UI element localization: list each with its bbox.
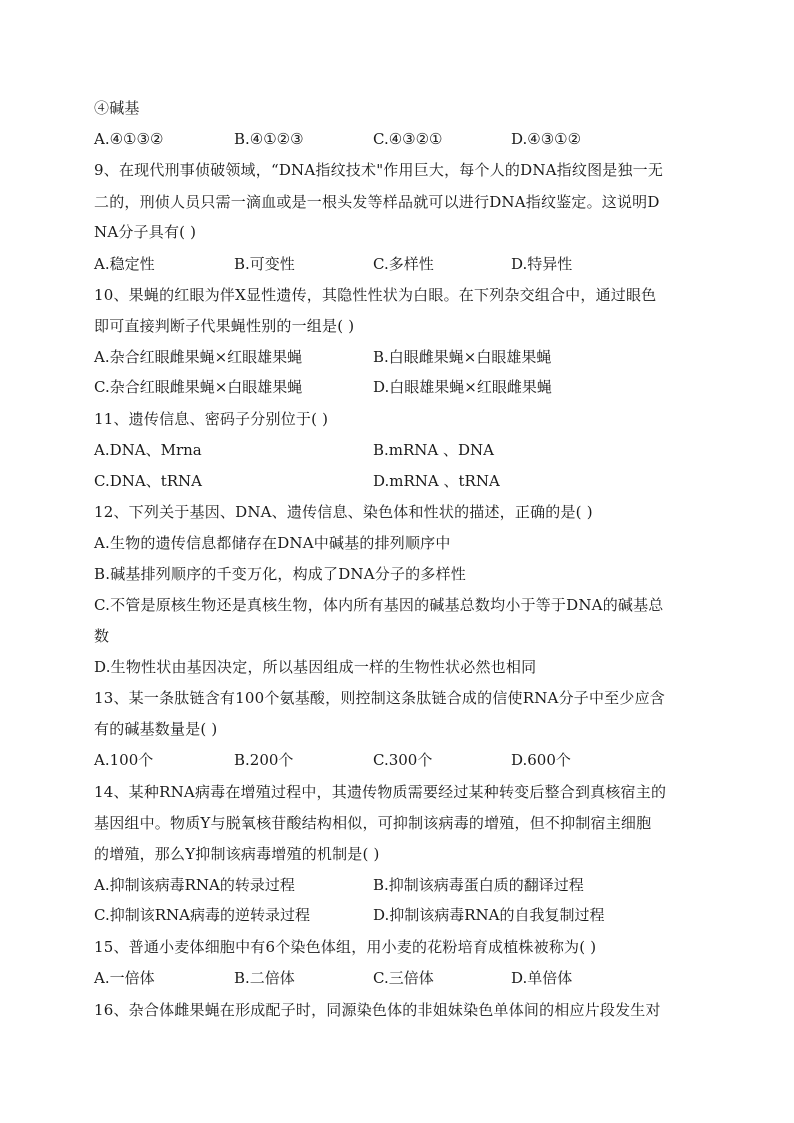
q8-option-b: B.④①②③ bbox=[234, 130, 304, 148]
q11-option-d: D.mRNA 、tRNA bbox=[373, 472, 500, 490]
q12-option-d: D.生物性状由基因决定，所以基因组成一样的生物性状必然也相同 bbox=[94, 658, 537, 676]
q15-option-d: D.单倍体 bbox=[511, 969, 573, 987]
q14-option-a: A.抑制该病毒RNA的转录过程 bbox=[94, 876, 295, 894]
q15-option-c: C.三倍体 bbox=[373, 969, 434, 987]
q9-option-a: A.稳定性 bbox=[94, 255, 155, 273]
q12-option-c-line2: 数 bbox=[94, 627, 110, 645]
q12-option-b: B.碱基排列顺序的千变万化，构成了DNA分子的多样性 bbox=[94, 565, 466, 583]
q14-stem-line2: 基因组中。物质Y与脱氧核苷酸结构相似，可抑制该病毒的增殖，但不抑制宿主细胞 bbox=[94, 814, 652, 832]
q14-stem-line3: 的增殖，那么Y抑制该病毒增殖的机制是( ) bbox=[94, 845, 380, 863]
q15-stem: 15、普通小麦体细胞中有6个染色体组，用小麦的花粉培育成植株被称为( ) bbox=[94, 938, 597, 956]
q9-option-d: D.特异性 bbox=[511, 255, 573, 273]
q9-option-c: C.多样性 bbox=[373, 255, 434, 273]
q12-option-c-line1: C.不管是原核生物还是真核生物，体内所有基因的碱基总数均小于等于DNA的碱基总 bbox=[94, 596, 664, 614]
q12-option-a: A.生物的遗传信息都储存在DNA中碱基的排列顺序中 bbox=[94, 534, 451, 552]
q12-stem: 12、下列关于基因、DNA、遗传信息、染色体和性状的描述，正确的是( ) bbox=[94, 503, 593, 521]
q9-option-b: B.可变性 bbox=[234, 255, 295, 273]
q15-option-b: B.二倍体 bbox=[234, 969, 295, 987]
q8-option-text: ④碱基 bbox=[94, 99, 140, 117]
q9-stem-line1: 9、在现代刑事侦破领域，“DNA指纹技术"作用巨大，每个人的DNA指纹图是独一无 bbox=[94, 161, 664, 179]
q11-option-c: C.DNA、tRNA bbox=[94, 472, 202, 490]
q14-option-d: D.抑制该病毒RNA的自我复制过程 bbox=[373, 906, 605, 924]
q10-option-d: D.白眼雄果蝇×红眼雌果蝇 bbox=[373, 378, 552, 396]
q11-stem: 11、遗传信息、密码子分别位于( ) bbox=[94, 410, 329, 428]
q14-option-c: C.抑制该RNA病毒的逆转录过程 bbox=[94, 906, 310, 924]
q13-stem-line1: 13、某一条肽链含有100个氨基酸，则控制这条肽链合成的信使RNA分子中至少应含 bbox=[94, 689, 665, 707]
q8-option-c: C.④③②① bbox=[373, 130, 443, 148]
q8-option-d: D.④③①② bbox=[511, 130, 582, 148]
q11-option-a: A.DNA、Mrna bbox=[94, 441, 202, 459]
q13-option-c: C.300个 bbox=[373, 751, 433, 769]
q13-option-b: B.200个 bbox=[234, 751, 294, 769]
q10-stem-line2: 即可直接判断子代果蝇性别的一组是( ) bbox=[94, 317, 355, 335]
q15-option-a: A.一倍体 bbox=[94, 969, 155, 987]
q9-stem-line3: NA分子具有( ) bbox=[94, 223, 197, 241]
q14-option-b: B.抑制该病毒蛋白质的翻译过程 bbox=[373, 876, 584, 894]
q10-option-c: C.杂合红眼雌果蝇×白眼雄果蝇 bbox=[94, 378, 303, 396]
q11-option-b: B.mRNA 、DNA bbox=[373, 441, 495, 459]
q8-option-a: A.④①③② bbox=[94, 130, 164, 148]
q13-option-d: D.600个 bbox=[511, 751, 571, 769]
q10-option-b: B.白眼雌果蝇×白眼雄果蝇 bbox=[373, 348, 552, 366]
q14-stem-line1: 14、某种RNA病毒在增殖过程中，其遗传物质需要经过某种转变后整合到真核宿主的 bbox=[94, 783, 667, 801]
q10-stem-line1: 10、果蝇的红眼为伴X显性遗传，其隐性性状为白眼。在下列杂交组合中，通过眼色 bbox=[94, 286, 657, 304]
q13-option-a: A.100个 bbox=[94, 751, 154, 769]
q10-option-a: A.杂合红眼雌果蝇×红眼雄果蝇 bbox=[94, 348, 303, 366]
q16-stem-line1: 16、杂合体雌果蝇在形成配子时，同源染色体的非姐妹染色单体间的相应片段发生对 bbox=[94, 1001, 661, 1019]
q13-stem-line2: 有的碱基数量是( ) bbox=[94, 720, 218, 738]
q9-stem-line2: 二的，刑侦人员只需一滴血或是一根头发等样品就可以进行DNA指纹鉴定。这说明D bbox=[94, 193, 660, 211]
